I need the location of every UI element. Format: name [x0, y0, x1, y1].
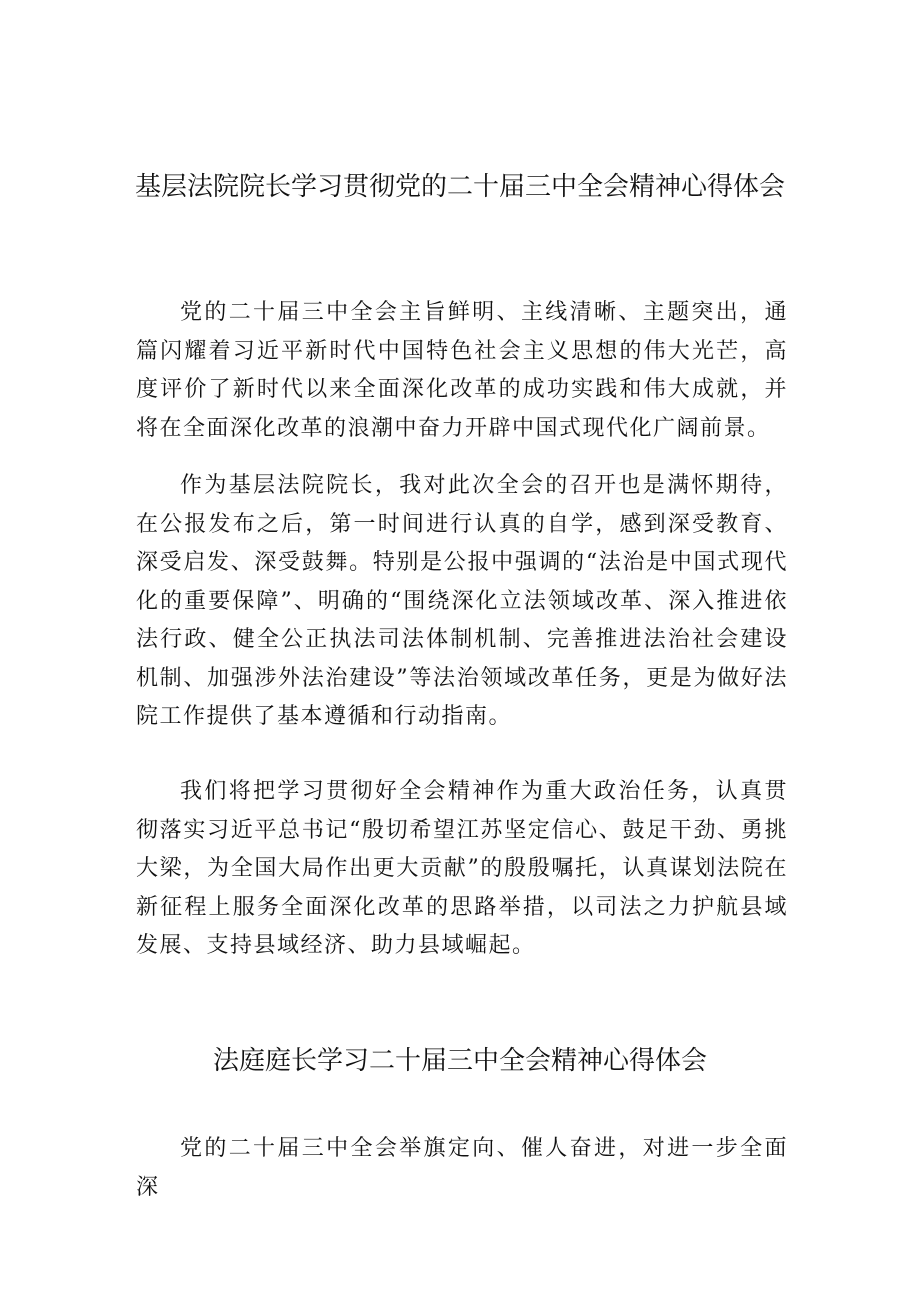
section-title-2: 法庭庭长学习二十届三中全会精神心得体会 [212, 1046, 707, 1076]
paragraph-1: 党的二十届三中全会主旨鲜明、主线清晰、主题突出，通篇闪耀着习近平新时代中国特色社会主义思想的伟大光芒，高度评价了新时代以来全面深化改革的成功实践和伟大成就，并将在全面深化改革的浪潮中奋力开辟中国式现代化广阔前景。 [136, 300, 788, 441]
paragraph-4: 党的二十届三中全会举旗定向、催人奋进，对进一步全面深 [136, 1136, 788, 1200]
paragraph-2: 作为基层法院院长，我对此次全会的召开也是满怀期待，在公报发布之后，第一时间进行认真的自学，感到深受教育、深受启发、深受鼓舞。特别是公报中强调的“法治是中国式现代化的重要保障”、明确的“围绕深化立法领域改革、深入推进依法行政、健全公正执法司法体制机制、完善推进法治社会建设机制、加强涉外法治建设”等法治领域改革任务，更是为做好法院工作提供了基本遵循和行动指南。 [136, 473, 788, 729]
section-title-1: 基层法院院长学习贯彻党的二十届三中全会精神心得体会 [134, 172, 785, 202]
paragraph-3: 我们将把学习贯彻好全会精神作为重大政治任务，认真贯彻落实习近平总书记“殷切希望江苏坚定信心、鼓足干劲、勇挑大梁，为全国大局作出更大贡献”的殷殷嘱托，认真谋划法院在新征程上服务全面深化改革的思路举措，以司法之力护航县域发展、支持县域经济、助力县域崛起。 [136, 779, 788, 958]
